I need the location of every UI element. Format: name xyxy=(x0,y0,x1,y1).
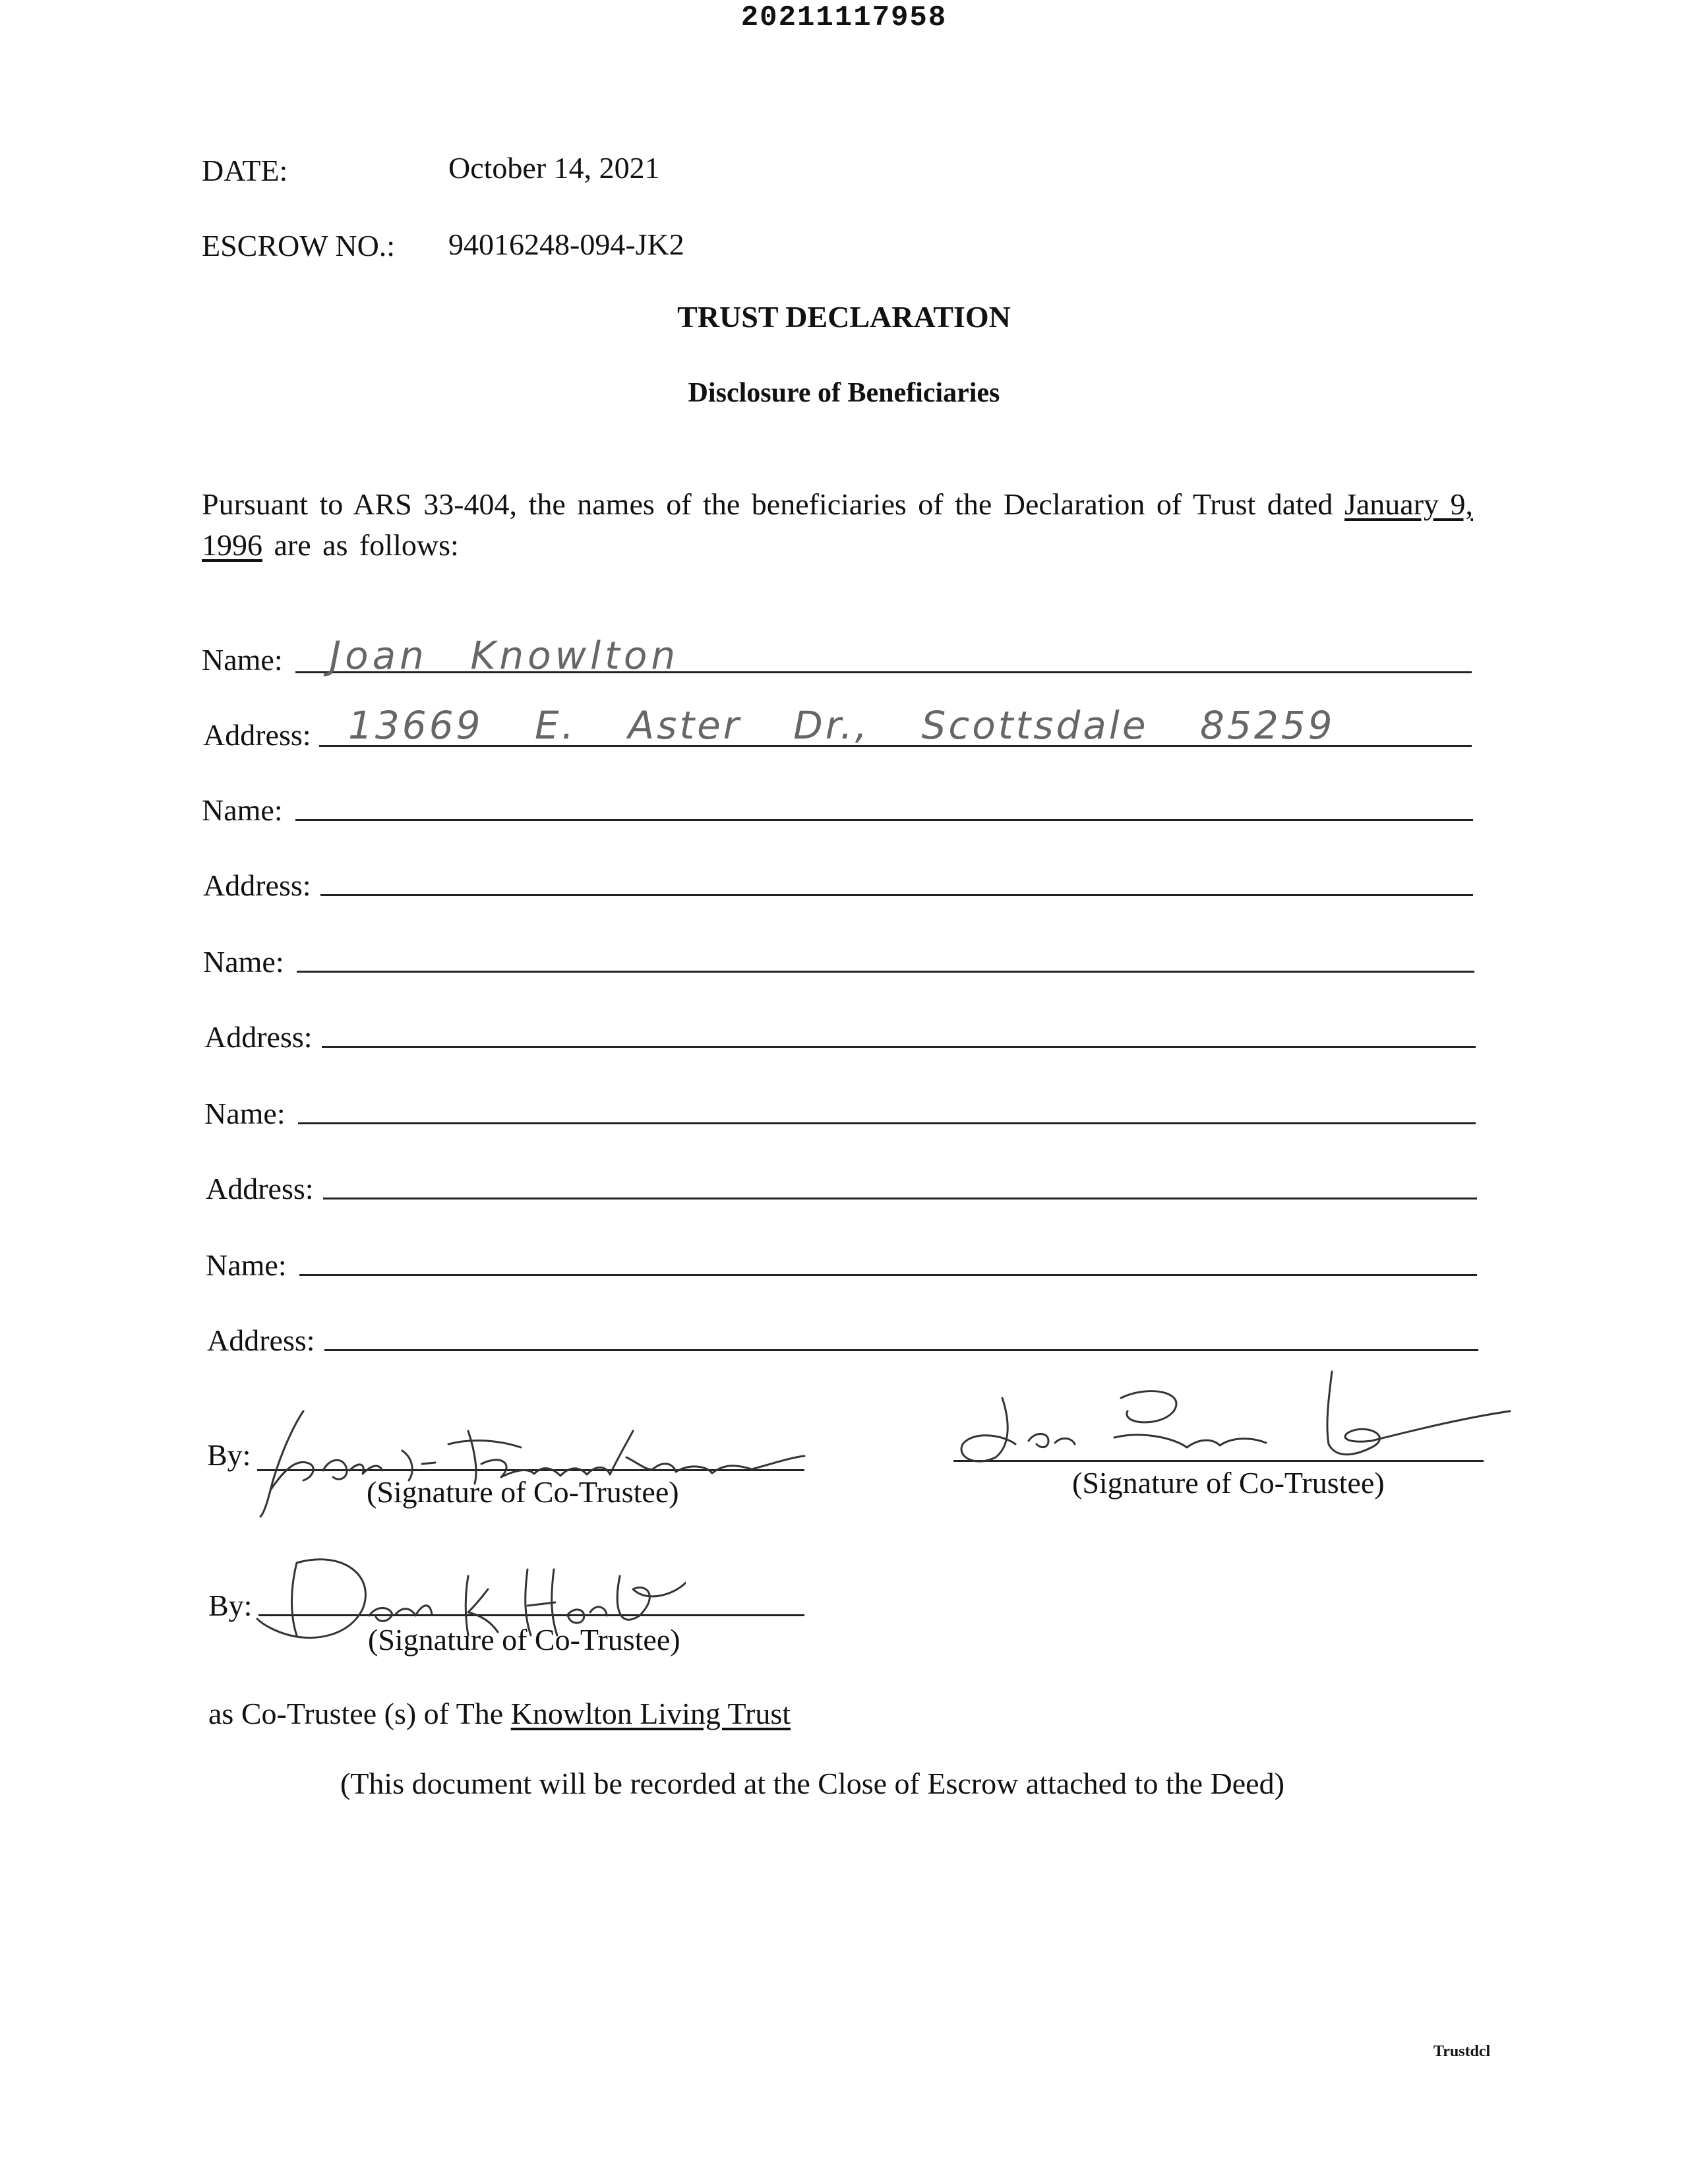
name-label: Name: xyxy=(204,1097,286,1130)
address-label: Address: xyxy=(203,718,311,752)
address-line xyxy=(324,1349,1478,1351)
escrow-label: ESCROW NO.: xyxy=(202,229,396,262)
name-line xyxy=(297,971,1474,973)
name-label: Name: xyxy=(202,793,283,827)
address-label: Address: xyxy=(207,1323,315,1357)
beneficiary-address: 13669 E. Aster Dr., Scottsdale 85259 xyxy=(348,703,1335,748)
document-title: TRUST DECLARATION xyxy=(677,300,1011,334)
closing-statement xyxy=(208,1696,791,1731)
intro-paragraph xyxy=(202,484,1473,566)
signature-joan-knowlton xyxy=(251,1391,818,1523)
document-subtitle: Disclosure of Beneficiaries xyxy=(688,378,1000,408)
trust-date: January 9, 1996 xyxy=(202,487,1474,562)
signature-caption: (Signature of Co-Trustee) xyxy=(367,1475,679,1509)
escrow-value: 94016248-094-JK2 xyxy=(448,228,684,261)
date-label: DATE: xyxy=(202,154,288,187)
trust-name: Knowlton Living Trust xyxy=(510,1697,791,1730)
by-label: By: xyxy=(208,1589,253,1622)
signature-caption: (Signature of Co-Trustee) xyxy=(1072,1466,1385,1500)
address-line xyxy=(323,1198,1477,1199)
name-label: Name: xyxy=(202,643,283,677)
address-line xyxy=(320,894,1473,896)
name-line xyxy=(295,819,1473,821)
name-line xyxy=(299,1274,1477,1276)
address-label: Address: xyxy=(204,1020,313,1054)
date-value: October 14, 2021 xyxy=(448,151,660,185)
address-line xyxy=(322,1046,1476,1048)
name-line xyxy=(298,1122,1476,1124)
address-label: Address: xyxy=(203,868,311,902)
by-label: By: xyxy=(207,1438,251,1472)
closing-text: as Co-Trustee (s) of The xyxy=(208,1697,504,1730)
intro-text: Pursuant to ARS 33-404, the names of the beneficiaries of the Declaration of Trust dated xyxy=(202,487,1333,521)
recording-number: 20211117958 xyxy=(740,1,948,34)
beneficiary-name: Joan Knowlton xyxy=(330,633,680,678)
intro-text-end: are as follows: xyxy=(274,528,459,562)
address-label: Address: xyxy=(206,1172,314,1205)
name-label: Name: xyxy=(203,945,284,979)
footer-code: Trustdcl xyxy=(1433,2043,1491,2060)
recording-note: (This document will be recorded at the Close of Escrow attached to the Deed) xyxy=(340,1767,1284,1800)
name-label: Name: xyxy=(206,1248,287,1282)
signature-caption: (Signature of Co-Trustee) xyxy=(368,1623,680,1656)
signature-derek-hood xyxy=(251,1536,686,1662)
signature-dan-knowlton xyxy=(950,1358,1517,1471)
